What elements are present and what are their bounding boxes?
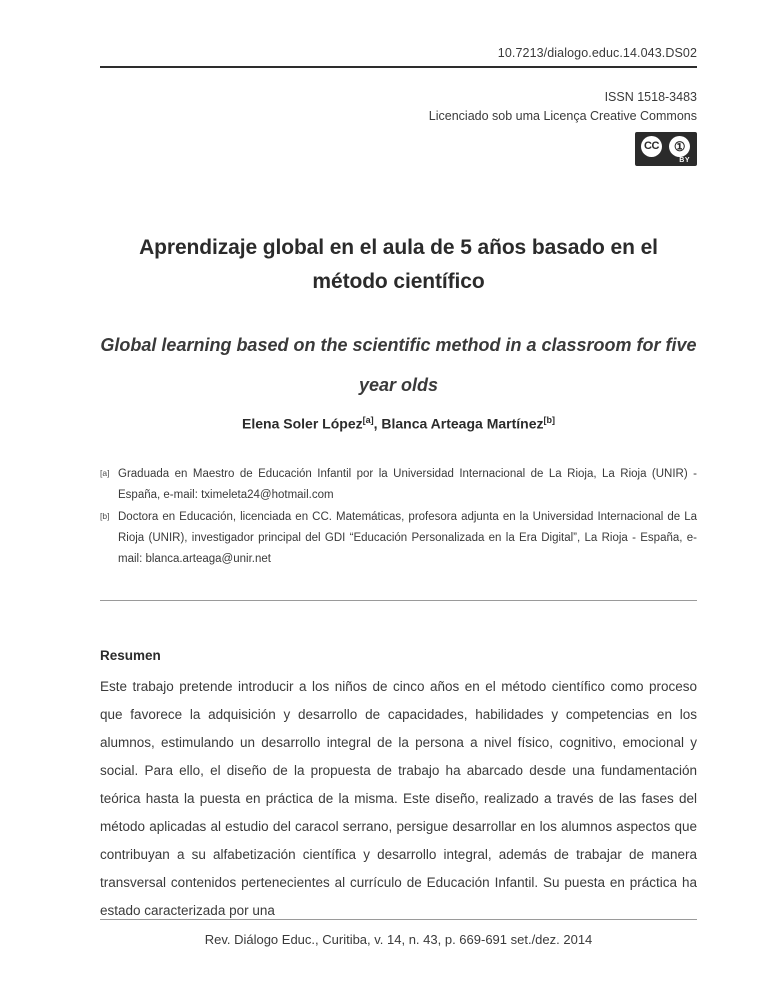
affiliation-text: Doctora en Educación, licenciada en CC. Matemáticas, profesora adjunta en la Universidad Internacional de La Rioja (UNIR), investigador principal del GDI “Educación Personalizada en la Era Digital”, La Rioja - España, e-mail: blanca.arteaga@unir.net (118, 511, 697, 565)
author-name-second: Blanca Arteaga Martínez (381, 415, 544, 432)
abstract-heading: Resumen (100, 648, 161, 663)
affiliation-marker: [a] (100, 468, 110, 478)
attribution-person-icon: ① (669, 136, 690, 157)
article-subtitle: Global learning based on the scientific method in a classroom for five year olds (100, 334, 697, 395)
creative-commons-by-icon[interactable] (635, 132, 697, 166)
author-name-first: Elena Soler López (242, 415, 363, 432)
issn-number: ISSN 1518-3483 (604, 90, 697, 104)
author-marker-first: [a] (362, 415, 374, 425)
affiliation-text: Graduada en Maestro de Educación Infantil por la Universidad Internacional de La Rioja, La Rioja (UNIR) - España, e-mail: tximeleta24@hotmail.com (118, 468, 697, 501)
affiliation-marker: [b] (100, 511, 110, 521)
issn-block (100, 88, 697, 126)
header-divider (100, 66, 697, 68)
affiliation-item (100, 507, 697, 570)
affiliation-item (100, 464, 697, 506)
footer-citation: Rev. Diálogo Educ., Curitiba, v. 14, n. 43, p. 669-691 set./dez. 2014 (204, 932, 593, 947)
by-label: BY (679, 157, 690, 164)
cc-circle-icon: CC (641, 136, 662, 157)
doi-line: 10.7213/dialogo.educ.14.043.DS02 (497, 46, 697, 60)
author-marker-second: [b] (543, 415, 555, 425)
license-line: Licenciado sob uma Licença Creative Commons (428, 109, 697, 123)
article-title: Aprendizaje global en el aula de 5 años basado en el método científico (139, 236, 658, 294)
abstract-top-divider (100, 600, 697, 601)
abstract-text: Este trabajo pretende introducir a los niños de cinco años en el método científico como proceso que favorece la adquisición y desarrollo de capacidades, habilidades y competencias en los alumnos, estimulando un desarrollo integral de la persona a nivel físico, cognitivo, emocional y social. Para ello, el diseño de la propuesta de trabajo ha abarcado desde una fundamentación teórica hasta la puesta en práctica de la misma. Este diseño, realizado a través de las fases del método aplicadas al estudio del caracol serrano, persigue desarrollar en los alumnos aspectos que contribuyan a su alfabetización científica y desarrollo integral, además de trabajar de manera transversal contenidos pertenecientes al currículo de Educación Infantil. Su puesta en práctica ha estado caracterizada por una (100, 679, 697, 918)
author-list (100, 415, 697, 432)
creative-commons-badge-wrapper (100, 132, 697, 166)
footer-divider (100, 919, 697, 920)
affiliation-list (100, 464, 697, 571)
author-separator: , (373, 415, 382, 432)
